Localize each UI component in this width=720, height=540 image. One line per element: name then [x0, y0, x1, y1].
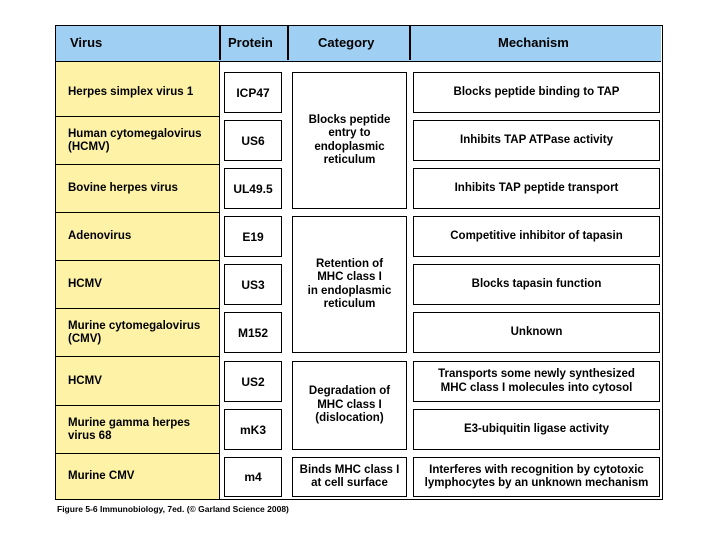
protein-cell: m4: [224, 457, 282, 497]
mechanism-cell: Interferes with recognition by cytotoxic lymphocytes by an unknown mechanism: [413, 457, 660, 497]
virus-cell: Murine gamma herpes virus 68: [56, 406, 220, 454]
mechanism-cell: Unknown: [413, 312, 660, 353]
protein-cell: US3: [224, 264, 282, 305]
figure-caption: Figure 5-6 Immunobiology, 7ed. (© Garland Science 2008): [57, 504, 289, 514]
virus-cell: Murine cytomegalovirus (CMV): [56, 309, 220, 357]
mechanism-cell: Competitive inhibitor of tapasin: [413, 216, 660, 257]
protein-cell: US2: [224, 361, 282, 402]
mechanism-cell: Inhibits TAP ATPase activity: [413, 120, 660, 161]
header-divider: [287, 26, 289, 60]
mechanism-cell: Blocks peptide binding to TAP: [413, 72, 660, 113]
virus-cell: Adenovirus: [56, 213, 220, 261]
protein-cell: mK3: [224, 409, 282, 450]
header-category: Category: [318, 35, 375, 50]
virus-cell: Bovine herpes virus: [56, 165, 220, 213]
virus-table: [55, 25, 663, 500]
mechanism-cell: E3-ubiquitin ligase activity: [413, 409, 660, 450]
virus-cell: Human cytomegalovirus (HCMV): [56, 117, 220, 165]
mechanism-cell: Blocks tapasin function: [413, 264, 660, 305]
category-cell: Degradation of MHC class I (dislocation): [292, 361, 407, 450]
virus-cell: Herpes simplex virus 1: [56, 68, 220, 117]
category-cell: Binds MHC class I at cell surface: [292, 457, 407, 497]
mechanism-cell: Transports some newly synthesized MHC class I molecules into cytosol: [413, 361, 660, 402]
header-divider: [409, 26, 411, 60]
virus-cell: HCMV: [56, 261, 220, 309]
header-protein: Protein: [228, 35, 273, 50]
category-cell: Retention of MHC class I in endoplasmic reticulum: [292, 216, 407, 353]
header-mechanism: Mechanism: [498, 35, 569, 50]
virus-cell: HCMV: [56, 357, 220, 406]
protein-cell: UL49.5: [224, 168, 282, 209]
header-virus: Virus: [70, 35, 103, 50]
table-header: [56, 26, 661, 62]
protein-cell: E19: [224, 216, 282, 257]
mechanism-cell: Inhibits TAP peptide transport: [413, 168, 660, 209]
header-divider: [219, 26, 221, 60]
protein-cell: US6: [224, 120, 282, 161]
virus-cell: Murine CMV: [56, 454, 220, 499]
protein-cell: M152: [224, 312, 282, 353]
category-cell: Blocks peptide entry to endoplasmic reticulum: [292, 72, 407, 209]
protein-cell: ICP47: [224, 72, 282, 113]
